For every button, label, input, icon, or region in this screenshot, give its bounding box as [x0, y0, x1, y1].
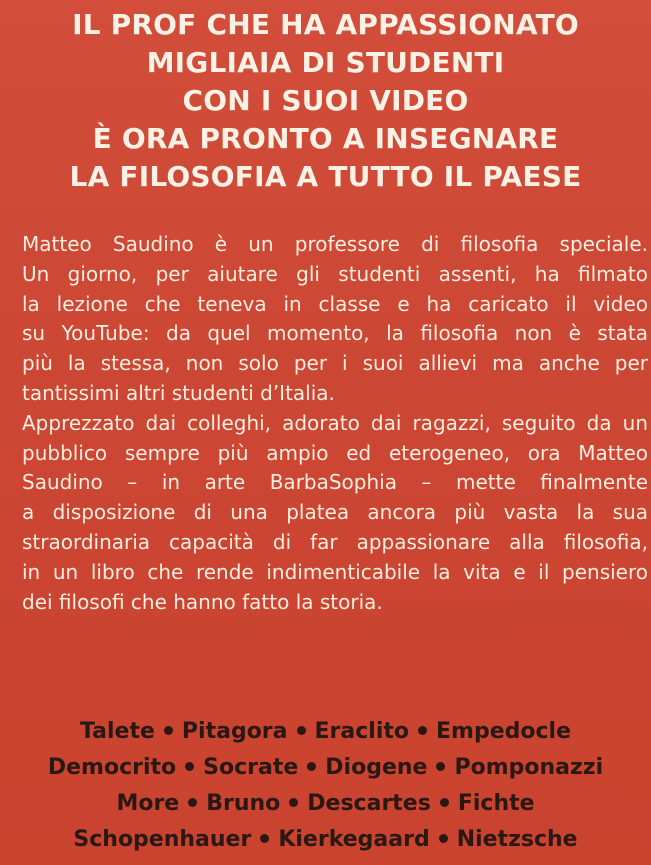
philosopher-name: Bruno — [206, 791, 281, 816]
description-line: a disposizione di una platea ancora più vasta la sua — [22, 500, 648, 525]
philosopher-name: Talete — [80, 719, 155, 744]
philosopher-name: Empedocle — [436, 719, 571, 744]
philosopher-name: Socrate — [203, 755, 299, 780]
description-line: Un giorno, per aiutare gli studenti assenti, ha filmato — [22, 261, 648, 286]
bullet-icon — [164, 726, 173, 735]
bullet-icon — [289, 798, 298, 807]
bullet-icon — [185, 762, 194, 771]
description-line: la lezione che teneva in classe e ha caricato il video — [22, 291, 648, 316]
bullet-icon — [418, 726, 427, 735]
headline-line: MIGLIAIA DI STUDENTI — [146, 46, 505, 79]
philosopher-row — [0, 750, 651, 786]
philosopher-name: Descartes — [307, 791, 431, 816]
description-line: Apprezzato dai colleghi, adorato dai ragazzi, seguito da un — [22, 410, 648, 435]
philosopher-name: Democrito — [47, 755, 177, 780]
bullet-icon — [439, 834, 448, 843]
bullet-icon — [307, 762, 316, 771]
philosopher-name: Nietzsche — [456, 827, 578, 852]
bullet-icon — [297, 726, 306, 735]
bullet-icon — [260, 834, 269, 843]
headline — [0, 6, 651, 196]
description-line: in un libro che rende indimenticabile la vita e il pensiero — [22, 559, 648, 584]
headline-line: È ORA PRONTO A INSEGNARE — [92, 122, 559, 155]
philosopher-row — [0, 714, 651, 750]
description-line: dei filosofi che hanno fatto la storia. — [22, 589, 383, 614]
philosopher-name: Kierkegaard — [278, 827, 430, 852]
philosopher-name: Eraclito — [314, 719, 409, 744]
description-line: Saudino – in arte BarbaSophia – mette finalmente — [22, 470, 648, 495]
headline-line: CON I SUOI VIDEO — [182, 84, 469, 117]
headline-line: IL PROF CHE HA APPASSIONATO — [72, 8, 579, 41]
description-line: straordinaria capacità di far appassionare alla filosofia, — [22, 529, 648, 554]
philosopher-name: Diogene — [325, 755, 428, 780]
headline-line: LA FILOSOFIA A TUTTO IL PAESE — [69, 160, 582, 193]
bullet-icon — [440, 798, 449, 807]
philosopher-name: Fichte — [457, 791, 535, 816]
description-line: tantissimi altri studenti d’Italia. — [22, 380, 335, 405]
philosopher-name: More — [116, 791, 180, 816]
description-line: più la stessa, non solo per i suoi allievi ma anche per — [22, 351, 648, 376]
philosopher-name: Pomponazzi — [454, 755, 604, 780]
bullet-icon — [436, 762, 445, 771]
philosopher-name: Schopenhauer — [73, 827, 252, 852]
philosopher-row — [0, 822, 651, 858]
philosopher-row — [0, 786, 651, 822]
book-description — [22, 230, 648, 617]
description-line: Matteo Saudino è un professore di filosofia speciale. — [22, 232, 648, 256]
philosopher-list — [0, 714, 651, 858]
philosopher-name: Pitagora — [181, 719, 288, 744]
description-line: pubblico sempre più ampio ed eterogeneo, ora Matteo — [22, 440, 648, 465]
description-line: su YouTube: da quel momento, la filosofia non è stata — [22, 321, 648, 346]
bullet-icon — [188, 798, 197, 807]
